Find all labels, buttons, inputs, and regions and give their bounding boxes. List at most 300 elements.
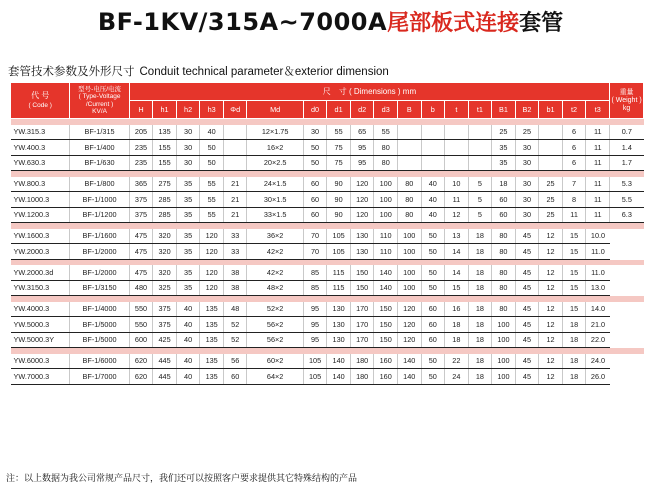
value-cell: 35 bbox=[492, 155, 516, 171]
model-cell: BF-1/3150 bbox=[70, 280, 129, 296]
table-row bbox=[11, 265, 644, 280]
code-cell: YW.1600.3 bbox=[11, 229, 70, 244]
value-cell: 1.4 bbox=[610, 140, 644, 156]
value-cell: 90 bbox=[327, 192, 351, 208]
value-cell: 95 bbox=[350, 140, 374, 156]
value-cell: 170 bbox=[350, 317, 374, 333]
value-cell: 80 bbox=[492, 244, 516, 260]
value-cell: 140 bbox=[327, 369, 351, 385]
value-cell: 12×1.75 bbox=[247, 125, 303, 140]
value-cell: 18 bbox=[468, 354, 492, 369]
code-cell: YW.1200.3 bbox=[11, 207, 70, 223]
value-cell: 33×1.5 bbox=[247, 207, 303, 223]
header-dimensions: 尺 寸 ( Dimensions ) mm bbox=[129, 83, 609, 101]
header-col: t2 bbox=[562, 101, 586, 119]
header-col: B bbox=[397, 101, 421, 119]
value-cell: 445 bbox=[153, 354, 177, 369]
value-cell: 70 bbox=[303, 244, 327, 260]
value-cell: 30 bbox=[303, 125, 327, 140]
value-cell: 12 bbox=[539, 265, 563, 280]
value-cell: 42×2 bbox=[247, 244, 303, 260]
value-cell: 6 bbox=[562, 140, 586, 156]
code-cell: YW.1000.3 bbox=[11, 192, 70, 208]
value-cell: 30 bbox=[176, 125, 200, 140]
value-cell: 14 bbox=[445, 244, 469, 260]
value-cell: 105 bbox=[327, 244, 351, 260]
value-cell: 40 bbox=[200, 125, 224, 140]
value-cell bbox=[468, 125, 492, 140]
value-cell: 60 bbox=[421, 332, 445, 348]
value-cell: 550 bbox=[129, 302, 153, 317]
header-weight: 重量 ( Weight ) kg bbox=[610, 83, 644, 119]
value-cell: 120 bbox=[397, 332, 421, 348]
table-row bbox=[11, 332, 644, 348]
code-cell: YW.400.3 bbox=[11, 140, 70, 156]
value-cell: 11 bbox=[562, 207, 586, 223]
value-cell: 550 bbox=[129, 317, 153, 333]
value-cell: 35 bbox=[176, 265, 200, 280]
value-cell: 15 bbox=[562, 302, 586, 317]
value-cell: 135 bbox=[200, 302, 224, 317]
value-cell: 6 bbox=[562, 155, 586, 171]
value-cell: 60 bbox=[492, 207, 516, 223]
value-cell: 100 bbox=[397, 265, 421, 280]
table-row bbox=[11, 140, 644, 156]
value-cell: 45 bbox=[515, 354, 539, 369]
value-cell: 135 bbox=[200, 354, 224, 369]
value-cell: 18 bbox=[468, 369, 492, 385]
value-cell: 100 bbox=[374, 207, 398, 223]
value-cell: 1.7 bbox=[610, 155, 644, 171]
value-cell: 56 bbox=[223, 354, 247, 369]
value-cell: 60 bbox=[303, 207, 327, 223]
model-cell: BF-1/5000 bbox=[70, 332, 129, 348]
table-row bbox=[11, 192, 644, 208]
value-cell: 325 bbox=[153, 280, 177, 296]
value-cell: 110 bbox=[374, 229, 398, 244]
value-cell: 140 bbox=[374, 265, 398, 280]
header-code: 代 号 ( Code ) bbox=[11, 83, 70, 119]
model-cell: BF-1/315 bbox=[70, 125, 129, 140]
value-cell: 100 bbox=[492, 317, 516, 333]
value-cell: 85 bbox=[303, 280, 327, 296]
value-cell bbox=[421, 125, 445, 140]
header-col: h3 bbox=[200, 101, 224, 119]
value-cell: 48 bbox=[223, 302, 247, 317]
value-cell: 120 bbox=[350, 207, 374, 223]
value-cell: 18 bbox=[562, 369, 586, 385]
value-cell: 14.0 bbox=[586, 302, 610, 317]
value-cell: 55 bbox=[374, 125, 398, 140]
value-cell: 100 bbox=[397, 229, 421, 244]
value-cell: 150 bbox=[374, 332, 398, 348]
value-cell: 475 bbox=[129, 244, 153, 260]
value-cell: 55 bbox=[327, 125, 351, 140]
value-cell: 150 bbox=[350, 265, 374, 280]
value-cell: 64×2 bbox=[247, 369, 303, 385]
value-cell: 35 bbox=[176, 229, 200, 244]
value-cell: 50 bbox=[421, 244, 445, 260]
value-cell: 33 bbox=[223, 244, 247, 260]
value-cell: 5 bbox=[468, 177, 492, 192]
value-cell: 16×2 bbox=[247, 140, 303, 156]
value-cell: 320 bbox=[153, 265, 177, 280]
value-cell: 80 bbox=[397, 177, 421, 192]
value-cell: 55 bbox=[200, 207, 224, 223]
value-cell: 11 bbox=[445, 192, 469, 208]
value-cell: 135 bbox=[200, 317, 224, 333]
value-cell: 11 bbox=[586, 125, 610, 140]
value-cell: 480 bbox=[129, 280, 153, 296]
value-cell: 320 bbox=[153, 244, 177, 260]
value-cell: 52 bbox=[223, 317, 247, 333]
value-cell: 95 bbox=[350, 155, 374, 171]
value-cell: 375 bbox=[153, 302, 177, 317]
code-cell: YW.3150.3 bbox=[11, 280, 70, 296]
code-cell: YW.630.3 bbox=[11, 155, 70, 171]
value-cell: 18 bbox=[468, 280, 492, 296]
value-cell: 26.0 bbox=[586, 369, 610, 385]
table-header bbox=[11, 83, 644, 119]
value-cell: 25 bbox=[539, 177, 563, 192]
header-col: d3 bbox=[374, 101, 398, 119]
value-cell: 100 bbox=[397, 244, 421, 260]
value-cell: 7 bbox=[562, 177, 586, 192]
header-col: d2 bbox=[350, 101, 374, 119]
value-cell: 150 bbox=[350, 280, 374, 296]
table-row bbox=[11, 354, 644, 369]
value-cell: 24 bbox=[445, 369, 469, 385]
value-cell: 45 bbox=[515, 332, 539, 348]
code-cell: YW.6000.3 bbox=[11, 354, 70, 369]
model-cell: BF-1/1000 bbox=[70, 192, 129, 208]
value-cell: 445 bbox=[153, 369, 177, 385]
value-cell: 11.0 bbox=[586, 244, 610, 260]
value-cell: 15 bbox=[562, 244, 586, 260]
value-cell: 170 bbox=[350, 332, 374, 348]
value-cell: 70 bbox=[303, 229, 327, 244]
value-cell: 40 bbox=[421, 192, 445, 208]
value-cell: 30 bbox=[515, 140, 539, 156]
value-cell: 60×2 bbox=[247, 354, 303, 369]
value-cell: 12 bbox=[539, 317, 563, 333]
value-cell: 235 bbox=[129, 140, 153, 156]
value-cell: 55 bbox=[200, 177, 224, 192]
value-cell: 45 bbox=[515, 265, 539, 280]
value-cell: 45 bbox=[515, 244, 539, 260]
table-row bbox=[11, 317, 644, 333]
value-cell: 45 bbox=[515, 302, 539, 317]
value-cell bbox=[445, 155, 469, 171]
value-cell: 50 bbox=[421, 265, 445, 280]
value-cell: 120 bbox=[200, 280, 224, 296]
header-col: Md bbox=[247, 101, 303, 119]
subtitle-en: Conduit technical parameter＆exterior dimension bbox=[139, 66, 389, 78]
value-cell: 60 bbox=[421, 302, 445, 317]
value-cell: 13.0 bbox=[586, 280, 610, 296]
table-body bbox=[11, 119, 644, 385]
value-cell: 135 bbox=[200, 332, 224, 348]
value-cell: 15 bbox=[445, 280, 469, 296]
value-cell: 12 bbox=[445, 207, 469, 223]
value-cell: 80 bbox=[374, 140, 398, 156]
table-row bbox=[11, 177, 644, 192]
value-cell: 5.5 bbox=[610, 192, 644, 208]
model-cell: BF-1/5000 bbox=[70, 317, 129, 333]
value-cell: 12 bbox=[539, 244, 563, 260]
value-cell: 12 bbox=[539, 302, 563, 317]
code-cell: YW.5000.3Y bbox=[11, 332, 70, 348]
value-cell: 40 bbox=[421, 207, 445, 223]
footnote: 注：以上数据为我公司常规产品尺寸，我们还可以按照客户要求提供其它特殊结构的产品 bbox=[6, 473, 358, 483]
value-cell: 30 bbox=[515, 155, 539, 171]
value-cell: 11 bbox=[586, 177, 610, 192]
value-cell: 60 bbox=[223, 369, 247, 385]
value-cell bbox=[223, 155, 247, 171]
header-col: h2 bbox=[176, 101, 200, 119]
value-cell: 14 bbox=[445, 265, 469, 280]
header-col: d1 bbox=[327, 101, 351, 119]
value-cell: 375 bbox=[153, 317, 177, 333]
value-cell: 375 bbox=[129, 207, 153, 223]
code-cell: YW.4000.3 bbox=[11, 302, 70, 317]
model-cell: BF-1/630 bbox=[70, 155, 129, 171]
model-cell: BF-1/800 bbox=[70, 177, 129, 192]
header-col: Φd bbox=[223, 101, 247, 119]
value-cell: 52 bbox=[223, 332, 247, 348]
value-cell: 180 bbox=[350, 369, 374, 385]
value-cell: 160 bbox=[374, 369, 398, 385]
value-cell: 25 bbox=[492, 125, 516, 140]
value-cell: 100 bbox=[492, 354, 516, 369]
value-cell: 12 bbox=[539, 332, 563, 348]
header-col: B2 bbox=[515, 101, 539, 119]
code-cell: YW.315.3 bbox=[11, 125, 70, 140]
value-cell: 100 bbox=[374, 177, 398, 192]
value-cell: 24.0 bbox=[586, 354, 610, 369]
value-cell: 12 bbox=[539, 280, 563, 296]
value-cell: 50 bbox=[421, 369, 445, 385]
value-cell: 21 bbox=[223, 207, 247, 223]
value-cell: 120 bbox=[200, 265, 224, 280]
value-cell bbox=[445, 140, 469, 156]
table-row bbox=[11, 229, 644, 244]
header-col: d0 bbox=[303, 101, 327, 119]
value-cell: 56×2 bbox=[247, 317, 303, 333]
value-cell: 33 bbox=[223, 229, 247, 244]
model-cell: BF-1/400 bbox=[70, 140, 129, 156]
header-col: b1 bbox=[539, 101, 563, 119]
value-cell: 80 bbox=[492, 265, 516, 280]
subtitle-cn: 套管技术参数及外形尺寸 bbox=[8, 66, 135, 78]
header-col: b bbox=[421, 101, 445, 119]
value-cell bbox=[397, 140, 421, 156]
value-cell: 75 bbox=[327, 140, 351, 156]
value-cell: 22.0 bbox=[586, 332, 610, 348]
table-row bbox=[11, 125, 644, 140]
value-cell: 40 bbox=[176, 302, 200, 317]
value-cell: 100 bbox=[374, 192, 398, 208]
value-cell: 11 bbox=[586, 207, 610, 223]
header-col: t1 bbox=[468, 101, 492, 119]
model-cell: BF-1/1200 bbox=[70, 207, 129, 223]
value-cell: 115 bbox=[327, 280, 351, 296]
value-cell: 21 bbox=[223, 177, 247, 192]
value-cell: 75 bbox=[327, 155, 351, 171]
value-cell: 275 bbox=[153, 177, 177, 192]
value-cell: 18 bbox=[562, 332, 586, 348]
value-cell: 5 bbox=[468, 192, 492, 208]
value-cell: 50 bbox=[303, 140, 327, 156]
table-row bbox=[11, 207, 644, 223]
value-cell: 35 bbox=[176, 244, 200, 260]
value-cell: 130 bbox=[327, 317, 351, 333]
value-cell: 135 bbox=[153, 125, 177, 140]
value-cell: 18 bbox=[562, 317, 586, 333]
value-cell: 285 bbox=[153, 192, 177, 208]
value-cell: 600 bbox=[129, 332, 153, 348]
value-cell: 45 bbox=[515, 229, 539, 244]
value-cell: 100 bbox=[492, 369, 516, 385]
value-cell: 50 bbox=[421, 280, 445, 296]
value-cell: 21 bbox=[223, 192, 247, 208]
value-cell: 60 bbox=[421, 317, 445, 333]
code-cell: YW.7000.3 bbox=[11, 369, 70, 385]
table-row bbox=[11, 369, 644, 385]
value-cell: 90 bbox=[327, 207, 351, 223]
value-cell: 105 bbox=[303, 369, 327, 385]
value-cell bbox=[539, 125, 563, 140]
header-col: t3 bbox=[586, 101, 610, 119]
value-cell: 30 bbox=[176, 140, 200, 156]
value-cell: 40 bbox=[176, 317, 200, 333]
value-cell: 50 bbox=[200, 140, 224, 156]
value-cell: 120 bbox=[350, 192, 374, 208]
value-cell: 45 bbox=[515, 317, 539, 333]
value-cell: 12 bbox=[539, 354, 563, 369]
value-cell: 120 bbox=[350, 177, 374, 192]
value-cell: 24×1.5 bbox=[247, 177, 303, 192]
value-cell: 42×2 bbox=[247, 265, 303, 280]
value-cell: 15 bbox=[562, 229, 586, 244]
value-cell: 100 bbox=[397, 280, 421, 296]
value-cell: 30 bbox=[176, 155, 200, 171]
value-cell: 18 bbox=[492, 177, 516, 192]
model-cell: BF-1/4000 bbox=[70, 302, 129, 317]
code-cell: YW.5000.3 bbox=[11, 317, 70, 333]
value-cell: 18 bbox=[445, 317, 469, 333]
value-cell: 12 bbox=[539, 229, 563, 244]
value-cell bbox=[421, 155, 445, 171]
value-cell: 40 bbox=[421, 177, 445, 192]
value-cell: 13 bbox=[445, 229, 469, 244]
value-cell: 475 bbox=[129, 265, 153, 280]
title-red: 尾部板式连接 bbox=[387, 11, 520, 36]
value-cell bbox=[539, 140, 563, 156]
page-title bbox=[0, 6, 661, 38]
code-cell: YW.2000.3 bbox=[11, 244, 70, 260]
model-cell: BF-1/7000 bbox=[70, 369, 129, 385]
value-cell: 160 bbox=[374, 354, 398, 369]
value-cell: 11 bbox=[586, 140, 610, 156]
value-cell: 18 bbox=[468, 265, 492, 280]
value-cell: 130 bbox=[350, 244, 374, 260]
value-cell: 20×2.5 bbox=[247, 155, 303, 171]
value-cell: 130 bbox=[350, 229, 374, 244]
value-cell: 11.0 bbox=[586, 265, 610, 280]
value-cell: 475 bbox=[129, 229, 153, 244]
table-row bbox=[11, 302, 644, 317]
value-cell: 140 bbox=[397, 369, 421, 385]
value-cell: 18 bbox=[445, 332, 469, 348]
value-cell: 18 bbox=[468, 317, 492, 333]
value-cell: 130 bbox=[327, 302, 351, 317]
value-cell: 10.0 bbox=[586, 229, 610, 244]
value-cell: 85 bbox=[303, 265, 327, 280]
value-cell: 56×2 bbox=[247, 332, 303, 348]
value-cell: 8 bbox=[562, 192, 586, 208]
table-row bbox=[11, 244, 644, 260]
value-cell: 100 bbox=[492, 332, 516, 348]
value-cell: 36×2 bbox=[247, 229, 303, 244]
table-row bbox=[11, 280, 644, 296]
value-cell: 25 bbox=[539, 207, 563, 223]
header-model: 型号-电压/电流 ( Type-Voltage /Current ) KV/A bbox=[70, 83, 129, 119]
value-cell: 60 bbox=[303, 177, 327, 192]
value-cell: 50 bbox=[303, 155, 327, 171]
value-cell: 80 bbox=[397, 207, 421, 223]
value-cell: 60 bbox=[492, 192, 516, 208]
value-cell: 320 bbox=[153, 229, 177, 244]
value-cell: 12 bbox=[539, 369, 563, 385]
value-cell: 21.0 bbox=[586, 317, 610, 333]
model-cell: BF-1/2000 bbox=[70, 265, 129, 280]
value-cell: 120 bbox=[200, 229, 224, 244]
value-cell: 150 bbox=[374, 302, 398, 317]
value-cell: 50 bbox=[200, 155, 224, 171]
value-cell: 11 bbox=[586, 155, 610, 171]
value-cell bbox=[468, 140, 492, 156]
value-cell: 18 bbox=[468, 229, 492, 244]
value-cell: 80 bbox=[492, 302, 516, 317]
value-cell: 48×2 bbox=[247, 280, 303, 296]
value-cell: 110 bbox=[374, 244, 398, 260]
value-cell: 120 bbox=[397, 302, 421, 317]
value-cell: 285 bbox=[153, 207, 177, 223]
value-cell: 60 bbox=[303, 192, 327, 208]
value-cell bbox=[223, 125, 247, 140]
value-cell: 80 bbox=[374, 155, 398, 171]
value-cell: 5 bbox=[468, 207, 492, 223]
value-cell: 150 bbox=[374, 317, 398, 333]
value-cell: 10 bbox=[445, 177, 469, 192]
value-cell: 155 bbox=[153, 140, 177, 156]
value-cell bbox=[445, 125, 469, 140]
model-cell: BF-1/1600 bbox=[70, 229, 129, 244]
value-cell: 120 bbox=[200, 244, 224, 260]
value-cell bbox=[397, 155, 421, 171]
value-cell: 35 bbox=[176, 177, 200, 192]
value-cell: 45 bbox=[515, 369, 539, 385]
value-cell: 375 bbox=[129, 192, 153, 208]
code-cell: YW.800.3 bbox=[11, 177, 70, 192]
value-cell: 50 bbox=[421, 229, 445, 244]
value-cell bbox=[539, 155, 563, 171]
value-cell: 115 bbox=[327, 265, 351, 280]
model-cell: BF-1/2000 bbox=[70, 244, 129, 260]
header-col: h1 bbox=[153, 101, 177, 119]
value-cell: 6.3 bbox=[610, 207, 644, 223]
